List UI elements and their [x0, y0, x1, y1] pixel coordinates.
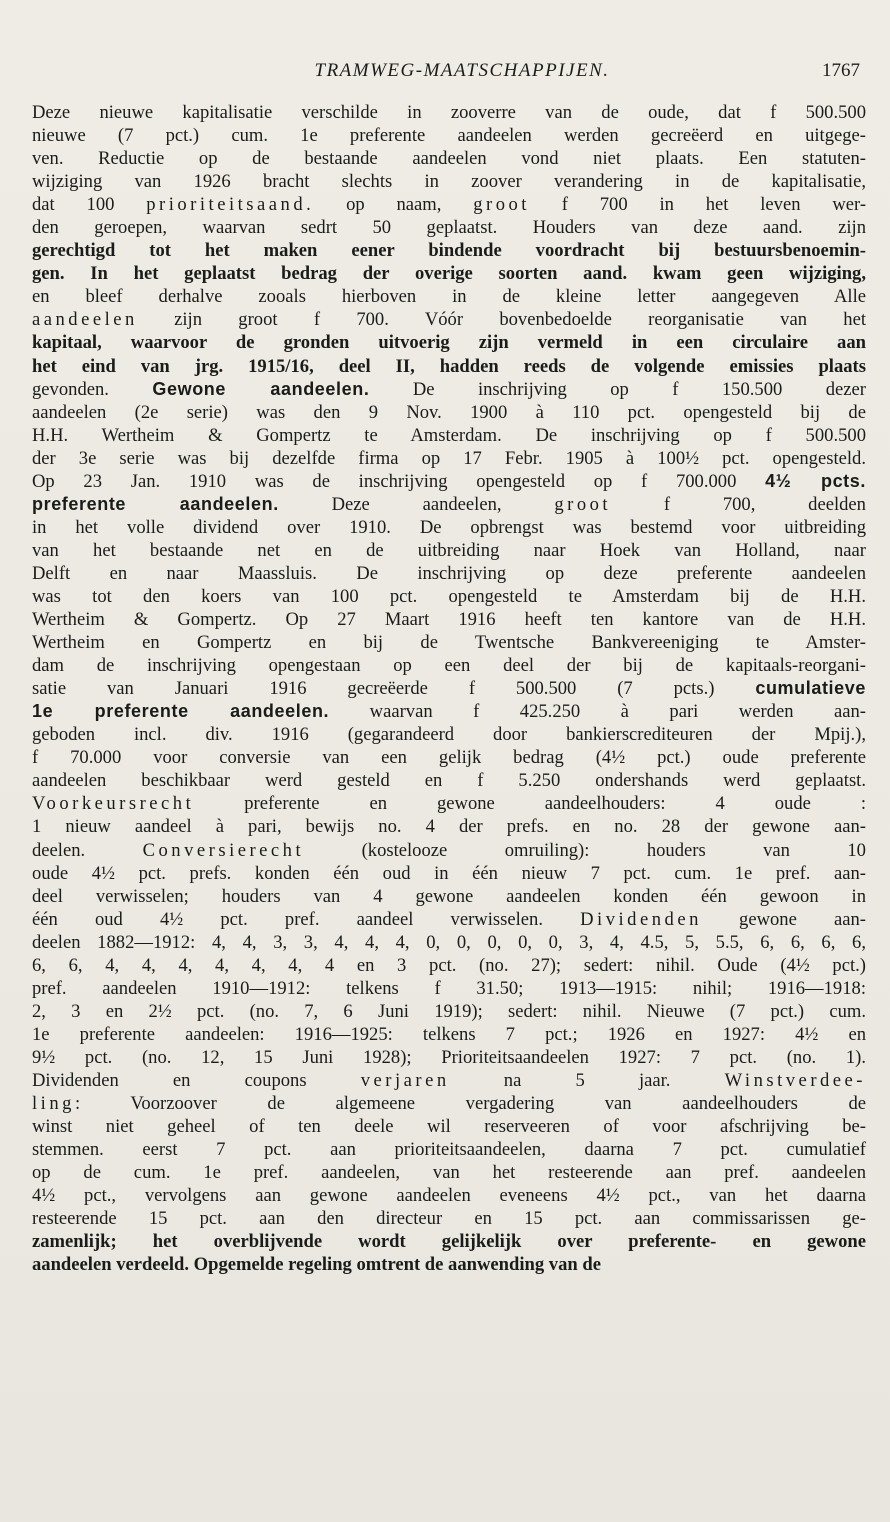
text-run: wijziging van 1926 bracht slechts in zoover verandering in de kapitalisatie,: [32, 171, 866, 193]
text-run: De inschrijving op f 150.500 dezer: [369, 378, 866, 400]
text-run: Wertheim en Gompertz en bij de Twentsche Bankvereeniging te Amster-: [32, 632, 866, 654]
text-line: [32, 170, 866, 193]
text-run: geboden incl. div. 1916 (gegarandeerd door bankierscrediteuren der Mpij.),: [32, 724, 866, 746]
text-line: [32, 355, 866, 378]
text-line: [32, 401, 866, 424]
text-line: [32, 839, 866, 862]
text-line: [32, 908, 866, 931]
text-run-spaced: prioriteitsaand.: [146, 194, 315, 216]
text-line: [32, 977, 866, 1000]
text-run-spaced: groot: [473, 194, 530, 216]
text-run: deelen 1882—1912: 4, 4, 3, 3, 4, 4, 4, 0, 0, 0, 0, 0, 3, 4, 4.5, 5, 5.5, 6, 6, 6, 6,: [32, 931, 866, 953]
text-run: één oud 4½ pct. pref. aandeel verwisselen.: [32, 908, 581, 930]
text-run: H.H. Wertheim & Gompertz te Amsterdam. De inschrijving op f 500.500: [32, 424, 866, 446]
text-run: 4½ pct., vervolgens aan gewone aandeelen eveneens 4½ pct., van het daarna: [32, 1185, 866, 1207]
text-run: op de cum. 1e pref. aandeelen, van het resteerende aan pref. aandeelen: [32, 1162, 866, 1184]
text-run: zijn groot f 700. Vóór bovenbedoelde reorganisatie van het: [137, 309, 866, 331]
text-line: [32, 447, 866, 470]
text-run-heavy: gen. In het geplaatst bedrag der overige soorten aand. kwam geen wijziging,: [32, 263, 866, 285]
text-line: [32, 1092, 866, 1115]
text-run: op naam,: [314, 194, 474, 216]
text-line: [32, 147, 866, 170]
text-line: [32, 1230, 866, 1253]
text-run-spaced: Winstverdee-: [724, 1069, 866, 1091]
text-run: resteerende 15 pct. aan den directeur en 15 pct. aan commissarissen ge-: [32, 1208, 866, 1230]
text-run: aandeelen (2e serie) was den 9 Nov. 1900 à 110 pct. opengesteld bij de: [32, 401, 866, 423]
text-run-sans: 4½ pcts.: [765, 470, 866, 491]
text-run: deel verwisselen; houders van 4 gewone aandeelen konden één gewoon in: [32, 885, 866, 907]
text-line: [32, 470, 866, 493]
text-line: [32, 331, 866, 354]
text-run: na 5 jaar.: [449, 1069, 725, 1091]
text-run: Deze aandeelen,: [278, 493, 555, 515]
text-line: [32, 516, 866, 539]
running-head: [32, 60, 862, 88]
text-line: [32, 1161, 866, 1184]
text-run: Dividenden en coupons: [32, 1069, 361, 1091]
text-line: [32, 862, 866, 885]
text-run-spaced: verjaren: [360, 1069, 450, 1091]
text-run: 1e preferente aandeelen: 1916—1925: telkens 7 pct.; 1926 en 1927: 4½ en: [32, 1023, 866, 1045]
text-line: [32, 285, 866, 308]
text-line: [32, 608, 866, 631]
text-run: ven. Reductie op de bestaande aandeelen vond niet plaats. Een statuten-: [32, 148, 866, 170]
text-line: [32, 792, 866, 815]
text-run: f 700, deelden: [611, 493, 866, 515]
text-run: winst niet geheel of ten deele wil reserveeren of voor afschrijving be-: [32, 1116, 866, 1138]
text-line: [32, 723, 866, 746]
text-line: [32, 1115, 866, 1138]
text-line: [32, 101, 866, 124]
text-line: [32, 539, 866, 562]
text-run: 2, 3 en 2½ pct. (no. 7, 6 Juni 1919); sedert: nihil. Nieuwe (7 pct.) cum.: [32, 1000, 866, 1022]
text-line: [32, 654, 866, 677]
text-run: dam de inschrijving opengestaan op een deel der bij de kapitaals-reorgani-: [32, 655, 866, 677]
text-run: f 70.000 voor conversie van een gelijk bedrag (4½ pct.) oude preferente: [32, 747, 866, 769]
text-line: [32, 1023, 866, 1046]
text-run: preferente en gewone aandeelhouders: 4 oude :: [194, 793, 866, 815]
text-line: [32, 193, 866, 216]
text-run-heavy: het eind van jrg. 1915/16, deel II, hadden reeds de volgende emissies plaats: [32, 355, 866, 377]
text-run: gevonden.: [32, 378, 153, 400]
text-run: van het bestaande net en de uitbreiding naar Hoek van Holland, naar: [32, 539, 866, 561]
text-run-heavy: gerechtigd tot het maken eener bindende voordracht bij bestuursbenoemin-: [32, 240, 866, 262]
text-line: [32, 1253, 866, 1276]
text-run: f 700 in het leven wer-: [529, 194, 866, 216]
text-run: in het volle dividend over 1910. De opbrengst was bestemd voor uitbreiding: [32, 516, 866, 538]
text-run-spaced: groot: [554, 493, 612, 515]
text-run: was tot den koers van 100 pct. opengesteld te Amsterdam bij de H.H.: [32, 585, 866, 607]
text-run: oude 4½ pct. prefs. konden één oud in één nieuw 7 pct. cum. 1e pref. aan-: [32, 862, 866, 884]
text-run: pref. aandeelen 1910—1912: telkens f 31.50; 1913—1915: nihil; 1916—1918:: [32, 977, 866, 999]
text-run: stemmen. eerst 7 pct. aan prioriteitsaandeelen, daarna 7 pct. cumulatief: [32, 1139, 866, 1161]
text-run: den geroepen, waarvan sedrt 50 geplaatst. Houders van deze aand. zijn: [32, 217, 866, 239]
text-run: Delft en naar Maassluis. De inschrijving op deze preferente aandeelen: [32, 562, 866, 584]
text-run-sans: 1e preferente aandeelen.: [32, 701, 330, 722]
text-run: waarvan f 425.250 à pari werden aan-: [329, 701, 866, 723]
text-line: [32, 262, 866, 285]
text-run: nieuwe (7 pct.) cum. 1e preferente aandeelen werden gecreëerd en uitgege-: [32, 125, 866, 147]
running-title: TRAMWEG-MAATSCHAPPIJEN.: [314, 60, 610, 81]
text-line: [32, 1046, 866, 1069]
text-run: en bleef derhalve zooals hierboven in de kleine letter aangegeven Alle: [32, 286, 866, 308]
text-line: [32, 1184, 866, 1207]
text-line: [32, 124, 866, 147]
text-line: [32, 746, 866, 769]
text-line: [32, 954, 866, 977]
text-line: [32, 216, 866, 239]
text-run: der 3e serie was bij dezelfde firma op 17 Febr. 1905 à 100½ pct. opengesteld.: [32, 447, 866, 469]
text-run: deelen.: [32, 839, 143, 861]
text-run-sans: preferente aandeelen.: [32, 493, 279, 514]
text-run-spaced: aandeelen: [32, 309, 138, 331]
text-run-spaced: ling: [32, 1093, 75, 1115]
text-run-heavy: kapitaal, waarvoor de gronden uitvoerig zijn vermeld in een circulaire aan: [32, 332, 866, 354]
text-line: [32, 700, 866, 723]
text-run: : Voorzoover de algemeene vergadering van aandeelhouders de: [74, 1093, 866, 1115]
text-line: [32, 562, 866, 585]
text-run-spaced: Conversierecht: [142, 839, 305, 861]
text-run: aandeelen beschikbaar werd gesteld en f 5.250 ondershands werd geplaatst.: [32, 770, 866, 792]
text-line: [32, 493, 866, 516]
text-run-spaced: Voorkeursrecht: [32, 793, 195, 815]
text-line: [32, 931, 866, 954]
text-run: 6, 6, 4, 4, 4, 4, 4, 4, 4 en 3 pct. (no. 27); sedert: nihil. Oude (4½ pct.): [32, 954, 866, 976]
text-run: Wertheim & Gompertz. Op 27 Maart 1916 heeft ten kantore van de H.H.: [32, 609, 866, 631]
text-line: [32, 1000, 866, 1023]
text-run: 1 nieuw aandeel à pari, bewijs no. 4 der prefs. en no. 28 der gewone aan-: [32, 816, 866, 838]
text-line: [32, 631, 866, 654]
text-run: 9½ pct. (no. 12, 15 Juni 1928); Prioriteitsaandeelen 1927: 7 pct. (no. 1).: [32, 1046, 866, 1068]
text-line: [32, 424, 866, 447]
text-line: [32, 1207, 866, 1230]
text-line: [32, 1138, 866, 1161]
text-line: [32, 308, 866, 331]
text-line: [32, 677, 866, 700]
text-run: dat 100: [32, 194, 147, 216]
page-number: 1767: [822, 60, 860, 81]
text-run: satie van Januari 1916 gecreëerde f 500.500 (7 pcts.): [32, 678, 756, 700]
text-line: [32, 885, 866, 908]
text-run-heavy: aandeelen verdeeld. Opgemelde regeling omtrent de aanwending van de: [32, 1254, 601, 1276]
text-line: [32, 769, 866, 792]
text-run: Deze nieuwe kapitalisatie verschilde in zooverre van de oude, dat f 500.500: [32, 102, 866, 123]
text-run-sans: Gewone aandeelen.: [152, 378, 370, 399]
text-run-sans: cumulatieve: [755, 678, 866, 699]
text-line: [32, 378, 866, 401]
text-run: (kostelooze omruiling): houders van 10: [304, 839, 866, 861]
text-run: gewone aan-: [701, 908, 866, 930]
text-line: [32, 585, 866, 608]
text-run-spaced: Dividenden: [580, 908, 702, 930]
text-line: [32, 1069, 866, 1092]
text-line: [32, 239, 866, 262]
text-run-heavy: zamenlijk; het overblijvende wordt gelijkelijk over preferente- en gewone: [32, 1231, 866, 1253]
text-run: Op 23 Jan. 1910 was de inschrijving opengesteld op f 700.000: [32, 470, 766, 492]
text-line: [32, 815, 866, 838]
body-text: [32, 101, 866, 1276]
